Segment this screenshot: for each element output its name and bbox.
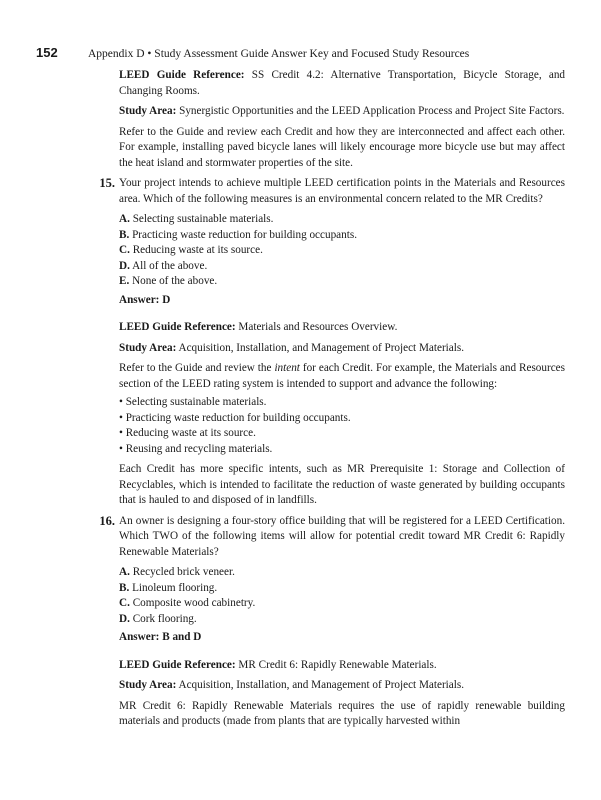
reference-text: SS Credit 4.2: Alternative Transportation, Bicycle Storage, and Changing Rooms. <box>119 69 566 97</box>
reference-text: MR Credit 6: Rapidly Renewable Materials. <box>238 658 437 671</box>
option-letter: C. <box>119 244 130 256</box>
q16-reference <box>119 658 565 674</box>
study-area-label: Study Area: <box>119 679 177 691</box>
intro-study-area <box>119 104 565 120</box>
option <box>119 228 565 244</box>
question-number: 15. <box>99 176 115 190</box>
option-letter: B. <box>119 581 130 594</box>
question-text: An owner is designing a four-story office building that will be registered for a LEED Certification. Which TWO of the following items will allow for potential credit toward MR Credit 6: Rapidly Renewable Materials? <box>119 514 565 558</box>
option <box>119 581 565 597</box>
reference-label: LEED Guide Reference: <box>119 69 245 81</box>
page-number: 152 <box>36 45 58 60</box>
intro-reference <box>119 68 565 99</box>
reference-label: LEED Guide Reference: <box>119 321 236 333</box>
q15-body-2: Each Credit has more specific intents, such as MR Prerequisite 1: Storage and Collection of Recyclables, which is intended to facilitate the reduction of waste generated by building occupants that is hauled to and disposed of in landfills. <box>119 463 565 506</box>
running-title: Appendix D • Study Assessment Guide Answer Key and Focused Study Resources <box>88 48 470 60</box>
q15-study-area <box>119 341 565 357</box>
list-item: • Selecting sustainable materials. <box>119 396 267 408</box>
emphasis-text: intent <box>274 362 300 374</box>
option <box>119 612 565 628</box>
option-text: None of the above. <box>132 275 218 287</box>
list-item: • Reducing waste at its source. <box>119 427 256 439</box>
option-text: Linoleum flooring. <box>132 581 218 594</box>
q15-body <box>119 361 565 392</box>
option-text: Practicing waste reduction for building occupants. <box>132 228 357 241</box>
list-item: • Practicing waste reduction for building occupants. <box>119 411 351 424</box>
page-header <box>36 45 566 60</box>
option-text: Recycled brick veneer. <box>132 566 235 578</box>
option-text: Composite wood cabinetry. <box>132 597 256 609</box>
study-area-text: Acquisition, Installation, and Management of Project Materials. <box>178 679 465 691</box>
question-number: 16. <box>99 513 115 528</box>
body-text: Refer to the Guide and review the <box>119 362 275 374</box>
option-letter: A. <box>119 213 130 225</box>
option <box>119 212 565 228</box>
option <box>119 596 565 612</box>
q16-study-area <box>119 678 565 694</box>
question-16 <box>99 513 565 561</box>
intro-body: Refer to the Guide and review each Credit and how they are interconnected and affect each other. For example, installing paved bicycle lanes will likely encourage more bicycle use but may affect the heat island and stormwater properties of the site. <box>119 125 565 169</box>
option-letter: E. <box>119 275 130 287</box>
study-area-label: Study Area: <box>119 341 177 354</box>
answer: Answer: B and D <box>119 631 202 643</box>
option <box>119 243 565 259</box>
study-area-label: Study Area: <box>119 105 177 117</box>
option-letter: D. <box>119 259 130 272</box>
page-content <box>99 68 566 735</box>
question-15-options <box>119 212 565 290</box>
q16-body: MR Credit 6: Rapidly Renewable Materials requires the use of rapidly renewable building materials and products (made from plants that are typically harvested within <box>119 699 565 727</box>
option-text: All of the above. <box>132 259 208 272</box>
option-letter: A. <box>119 566 130 578</box>
option <box>119 259 565 275</box>
q15-reference <box>119 320 565 336</box>
option-text: Selecting sustainable materials. <box>132 213 274 225</box>
bullet-list <box>119 395 565 457</box>
option-letter: B. <box>119 228 130 241</box>
study-area-text: Synergistic Opportunities and the LEED Application Process and Project Site Factors. <box>179 105 565 117</box>
study-area-text: Acquisition, Installation, and Management of Project Materials. <box>178 341 465 354</box>
question-16-options <box>119 565 565 627</box>
option <box>119 274 565 290</box>
list-item: • Reusing and recycling materials. <box>119 442 273 455</box>
option-text: Cork flooring. <box>132 612 197 625</box>
body-text: for each Credit. For example, the Materials and Resources section of the LEED rating system is intended to support and advance the following: <box>119 362 565 390</box>
answer: Answer: D <box>119 293 171 306</box>
option-letter: D. <box>119 612 130 625</box>
option-text: Reducing waste at its source. <box>132 244 263 256</box>
option-letter: C. <box>119 597 130 609</box>
reference-text: Materials and Resources Overview. <box>238 321 398 333</box>
reference-label: LEED Guide Reference: <box>119 658 236 671</box>
question-15 <box>99 176 565 207</box>
question-text: Your project intends to achieve multiple LEED certification points in the Materials and Resources area. Which of the following measures is an environmental concern related to the MR Credits? <box>119 177 565 205</box>
option <box>119 565 565 581</box>
